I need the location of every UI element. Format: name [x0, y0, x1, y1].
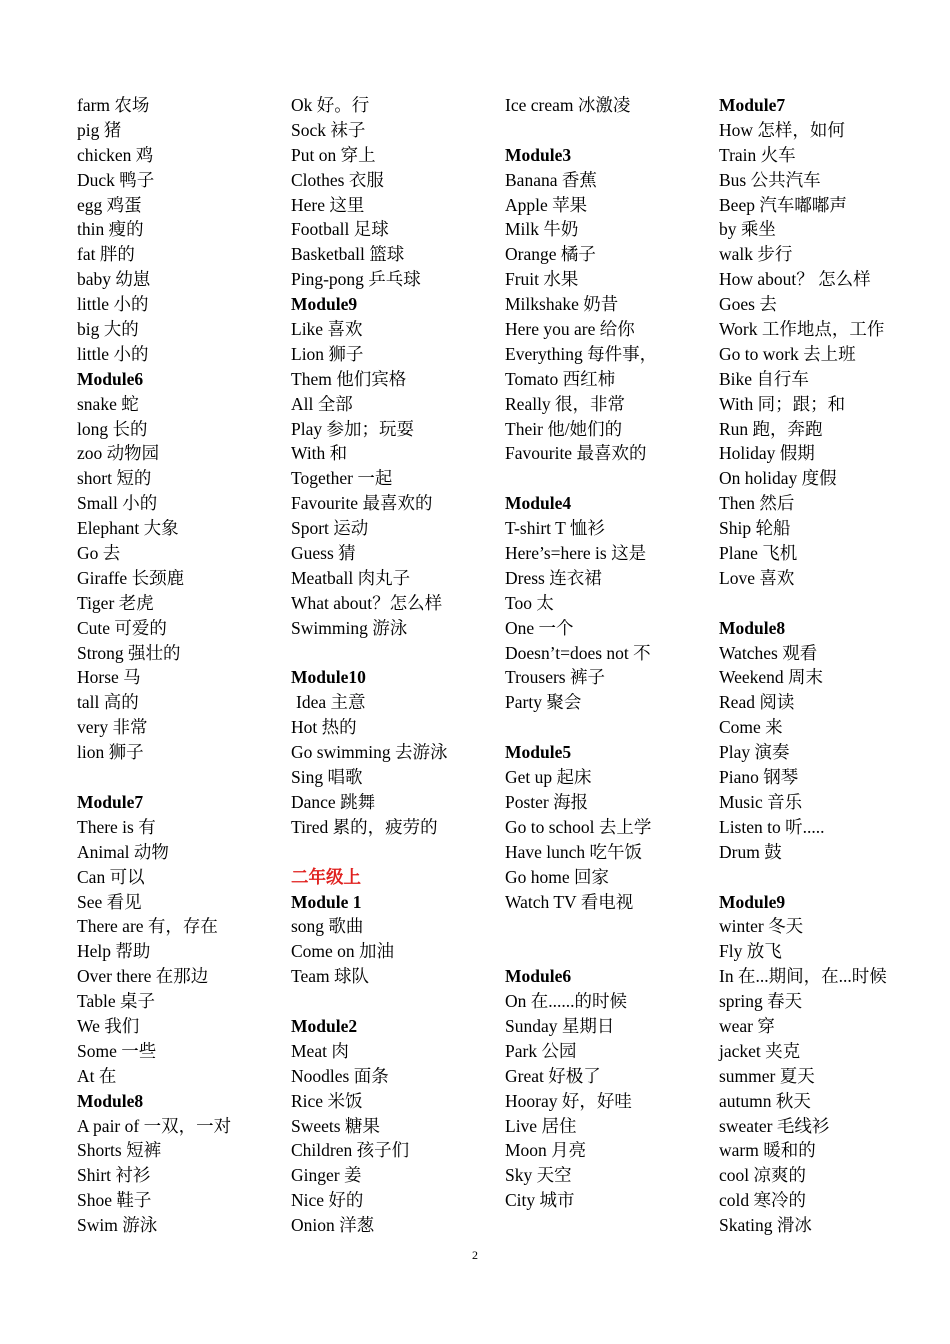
vocab-entry: Fly 放飞 — [719, 941, 782, 962]
vocab-entry: Go to school 去上学 — [505, 816, 652, 837]
vocab-entry: Hooray 好，好哇 — [505, 1090, 632, 1111]
vocab-entry: Listen to 听..... — [719, 816, 825, 837]
vocab-entry: Orange 橘子 — [505, 244, 596, 265]
vocab-entry: cold 寒冷的 — [719, 1190, 807, 1211]
vocab-entry: short 短的 — [77, 468, 152, 489]
vocab-entry: song 歌曲 — [291, 916, 364, 937]
vocab-entry: Lion 狮子 — [291, 343, 364, 364]
vocab-entry: Sweets 糖果 — [291, 1115, 380, 1136]
vocab-entry: Put on 穿上 — [291, 144, 376, 165]
vocab-entry: big 大的 — [77, 319, 139, 340]
blank-line — [719, 865, 929, 890]
vocab-entry: Meatball 肉丸子 — [291, 567, 411, 588]
vocab-entry: Go home 回家 — [505, 866, 610, 887]
vocab-entry: Basketball 篮球 — [291, 244, 405, 265]
module-heading: Module7 — [719, 95, 786, 115]
vocab-entry: Park 公园 — [505, 1040, 577, 1061]
module-heading: Module6 — [505, 966, 572, 987]
vocab-entry: Goes 去 — [719, 294, 777, 315]
vocab-entry: by 乘坐 — [719, 219, 776, 240]
vocab-entry: Shoe 鞋子 — [77, 1190, 152, 1211]
module-heading: Module7 — [77, 791, 144, 812]
vocab-entry: Horse 马 — [77, 667, 141, 688]
vocab-entry: Onion 洋葱 — [291, 1215, 375, 1236]
vocab-entry: cool 凉爽的 — [719, 1165, 807, 1186]
vocab-entry: Come on 加油 — [291, 941, 395, 962]
vocab-entry: How 怎样，如何 — [719, 119, 845, 140]
vocab-entry: Come 来 — [719, 717, 783, 738]
vocab-entry: Trousers 裤子 — [505, 667, 605, 688]
vocab-entry: pig 猪 — [77, 119, 122, 140]
vocab-entry: Animal 动物 — [77, 841, 169, 862]
vocab-entry: warm 暖和的 — [719, 1140, 816, 1161]
vocab-column-4 — [719, 93, 929, 1238]
vocab-entry: tall 高的 — [77, 692, 139, 713]
vocab-entry: At 在 — [77, 1065, 117, 1086]
vocab-entry: lion 狮子 — [77, 742, 144, 763]
vocab-entry: Read 阅读 — [719, 692, 795, 713]
vocab-entry: little 小的 — [77, 343, 149, 364]
vocab-entry: Sing 唱歌 — [291, 767, 363, 788]
vocab-entry: Dance 跳舞 — [291, 791, 376, 812]
vocab-entry: Ship 轮船 — [719, 518, 791, 539]
vocab-entry: Swimming 游泳 — [291, 617, 408, 638]
vocab-entry: Skating 滑冰 — [719, 1215, 812, 1236]
vocab-entry: Rice 米饭 — [291, 1090, 363, 1111]
blank-line — [291, 989, 501, 1014]
vocab-entry: baby 幼崽 — [77, 269, 151, 290]
vocab-entry: Meat 肉 — [291, 1040, 349, 1061]
blank-line — [505, 939, 715, 964]
vocab-entry: Ice cream 冰激凌 — [505, 95, 631, 115]
module-heading: Module9 — [719, 891, 786, 912]
vocab-entry: Piano 钢琴 — [719, 767, 799, 788]
vocab-entry: See 看见 — [77, 891, 142, 912]
vocab-entry: Drum 鼓 — [719, 841, 782, 862]
vocab-entry: sweater 毛线衫 — [719, 1115, 830, 1136]
vocab-entry: Idea 主意 — [296, 692, 366, 713]
vocab-entry: Poster 海报 — [505, 791, 589, 812]
vocab-entry: Doesn’t=does not 不 — [505, 642, 651, 663]
vocab-entry: With 和 — [291, 443, 348, 464]
vocab-entry: Tiger 老虎 — [77, 592, 154, 613]
vocab-entry: Noodles 面条 — [291, 1065, 389, 1086]
vocab-entry: Music 音乐 — [719, 791, 803, 812]
vocab-entry: Hot 热的 — [291, 717, 357, 738]
vocab-entry: Together 一起 — [291, 468, 393, 489]
module-heading: Module3 — [505, 144, 572, 165]
blank-line — [77, 765, 287, 790]
vocab-entry: Favourite 最喜欢的 — [505, 443, 647, 464]
vocab-entry: Sport 运动 — [291, 518, 369, 539]
vocab-entry: Really 很，非常 — [505, 393, 626, 414]
vocab-entry: Play 参加；玩耍 — [291, 418, 414, 439]
vocab-entry: Help 帮助 — [77, 941, 151, 962]
vocab-entry: very 非常 — [77, 717, 148, 738]
vocab-entry: jacket 夹克 — [719, 1040, 801, 1061]
vocab-entry: All 全部 — [291, 393, 353, 414]
blank-line — [291, 840, 501, 865]
vocab-entry: Guess 猜 — [291, 543, 356, 564]
module-heading: Module2 — [291, 1015, 358, 1036]
module-heading: Module8 — [77, 1090, 144, 1111]
vocab-entry: Over there 在那边 — [77, 966, 209, 987]
vocab-entry: Shirt 衬衫 — [77, 1165, 151, 1186]
vocab-entry: Watch TV 看电视 — [505, 891, 634, 912]
vocab-entry: Tired 累的，疲劳的 — [291, 816, 438, 837]
vocab-entry: Shorts 短裤 — [77, 1140, 162, 1161]
vocab-entry: spring 春天 — [719, 991, 803, 1012]
vocab-entry: Bus 公共汽车 — [719, 169, 821, 190]
vocab-entry: farm 农场 — [77, 95, 150, 115]
vocab-entry: egg 鸡蛋 — [77, 194, 142, 215]
vocab-entry: Tomato 西红柿 — [505, 368, 616, 389]
vocab-entry: Run 跑，奔跑 — [719, 418, 823, 439]
vocab-entry: How about？ 怎么样 — [719, 269, 871, 290]
blank-line — [505, 118, 715, 143]
page-number: 2 — [472, 1248, 478, 1262]
vocab-entry: Love 喜欢 — [719, 567, 795, 588]
vocab-entry: Dress 连衣裙 — [505, 567, 602, 588]
vocab-entry: summer 夏天 — [719, 1065, 815, 1086]
vocab-entry: On 在......的时候 — [505, 991, 628, 1012]
vocab-entry: There are 有，存在 — [77, 916, 218, 937]
vocab-entry: Party 聚会 — [505, 692, 582, 713]
vocab-entry: Moon 月亮 — [505, 1140, 587, 1161]
vocab-entry: In 在...期间，在...时候 — [719, 966, 887, 987]
vocab-entry: Cute 可爱的 — [77, 617, 167, 638]
vocab-entry: thin 瘦的 — [77, 219, 144, 240]
vocab-entry: T-shirt T 恤衫 — [505, 518, 605, 539]
grade-heading: 二年级上 — [291, 866, 361, 887]
vocab-entry: Table 桌子 — [77, 991, 155, 1012]
vocab-entry: Giraffe 长颈鹿 — [77, 567, 185, 588]
blank-line — [291, 641, 501, 666]
vocab-entry: Milkshake 奶昔 — [505, 294, 619, 315]
vocab-entry: Work 工作地点，工作 — [719, 319, 885, 340]
vocab-entry: fat 胖的 — [77, 244, 135, 265]
vocab-entry: We 我们 — [77, 1015, 140, 1036]
module-heading: Module4 — [505, 493, 572, 514]
vocab-entry: Bike 自行车 — [719, 368, 809, 389]
vocab-entry: Ginger 姜 — [291, 1165, 362, 1186]
vocab-entry: Go 去 — [77, 543, 121, 564]
vocab-entry: zoo 动物园 — [77, 443, 160, 464]
vocab-entry: Favourite 最喜欢的 — [291, 493, 433, 514]
vocab-entry: Strong 强壮的 — [77, 642, 181, 663]
vocab-entry: City 城市 — [505, 1190, 575, 1211]
vocab-entry: snake 蛇 — [77, 393, 139, 414]
vocab-entry: Then 然后 — [719, 493, 795, 514]
vocab-entry: Nice 好的 — [291, 1190, 364, 1211]
module-heading: Module5 — [505, 742, 572, 763]
vocab-entry: Train 火车 — [719, 144, 796, 165]
vocab-entry: Here’s=here is 这是 — [505, 543, 647, 564]
module-heading: Module6 — [77, 368, 144, 389]
vocab-entry: With 同；跟；和 — [719, 393, 846, 414]
vocab-entry: Children 孩子们 — [291, 1140, 410, 1161]
blank-line — [505, 466, 715, 491]
vocab-entry: Can 可以 — [77, 866, 145, 887]
vocab-entry: Duck 鸭子 — [77, 169, 155, 190]
vocab-entry: Swim 游泳 — [77, 1215, 158, 1236]
module-heading: Module9 — [291, 294, 358, 315]
vocab-entry: Have lunch 吃午饭 — [505, 841, 643, 862]
vocab-entry: Ping-pong 乒乓球 — [291, 269, 421, 290]
vocab-entry: Holiday 假期 — [719, 443, 815, 464]
vocab-entry: little 小的 — [77, 294, 149, 315]
vocab-entry: Their 他/她们的 — [505, 418, 623, 439]
vocab-entry: chicken 鸡 — [77, 144, 154, 165]
vocab-entry: Go swimming 去游泳 — [291, 742, 448, 763]
vocab-entry: Here you are 给你 — [505, 319, 635, 340]
vocab-entry: Apple 苹果 — [505, 194, 588, 215]
vocab-entry: There is 有 — [77, 816, 156, 837]
blank-line — [505, 715, 715, 740]
vocab-entry: Live 居住 — [505, 1115, 577, 1136]
vocab-entry: Sky 天空 — [505, 1165, 572, 1186]
vocab-entry: autumn 秋天 — [719, 1090, 811, 1111]
vocab-entry: long 长的 — [77, 418, 148, 439]
module-heading: Module 1 — [291, 891, 362, 912]
vocab-entry: A pair of 一双，一对 — [77, 1115, 232, 1136]
vocab-column-3 — [505, 93, 715, 1213]
vocab-entry: Plane 飞机 — [719, 543, 798, 564]
vocab-entry: walk 步行 — [719, 244, 793, 265]
vocab-entry: Like 喜欢 — [291, 319, 363, 340]
blank-line — [505, 914, 715, 939]
vocab-entry: Weekend 周末 — [719, 667, 824, 688]
vocab-entry: winter 冬天 — [719, 916, 804, 937]
vocab-column-2 — [291, 93, 501, 1238]
vocab-entry: wear 穿 — [719, 1015, 775, 1036]
vocab-column-1 — [77, 93, 287, 1238]
vocab-entry: Milk 牛奶 — [505, 219, 579, 240]
vocab-entry: Small 小的 — [77, 493, 158, 514]
vocab-entry: Play 演奏 — [719, 742, 790, 763]
vocab-entry: Team 球队 — [291, 966, 369, 987]
vocab-entry: Everything 每件事， — [505, 343, 658, 364]
vocab-entry: Clothes 衣服 — [291, 169, 384, 190]
vocab-entry: Sock 袜子 — [291, 119, 366, 140]
vocab-entry: What about？怎么样 — [291, 592, 443, 613]
vocab-entry: Some 一些 — [77, 1040, 157, 1061]
vocab-entry: One 一个 — [505, 617, 574, 638]
vocab-entry: On holiday 度假 — [719, 468, 837, 489]
vocab-entry: Them 他们宾格 — [291, 368, 407, 389]
vocab-entry: Go to work 去上班 — [719, 343, 856, 364]
vocab-entry: Elephant 大象 — [77, 518, 179, 539]
blank-line — [719, 591, 929, 616]
vocab-entry: Sunday 星期日 — [505, 1015, 615, 1036]
vocab-entry: Fruit 水果 — [505, 269, 579, 290]
vocab-entry: Football 足球 — [291, 219, 389, 240]
vocab-entry: Get up 起床 — [505, 767, 592, 788]
vocab-entry: Ok 好。行 — [291, 95, 370, 115]
vocab-entry: Beep 汽车嘟嘟声 — [719, 194, 847, 215]
vocab-entry: Here 这里 — [291, 194, 365, 215]
vocab-entry: Great 好极了 — [505, 1065, 601, 1086]
vocab-entry: Too 太 — [505, 592, 554, 613]
module-heading: Module10 — [291, 667, 366, 688]
vocab-entry: Watches 观看 — [719, 642, 818, 663]
vocab-entry: Banana 香蕉 — [505, 169, 597, 190]
module-heading: Module8 — [719, 617, 786, 638]
